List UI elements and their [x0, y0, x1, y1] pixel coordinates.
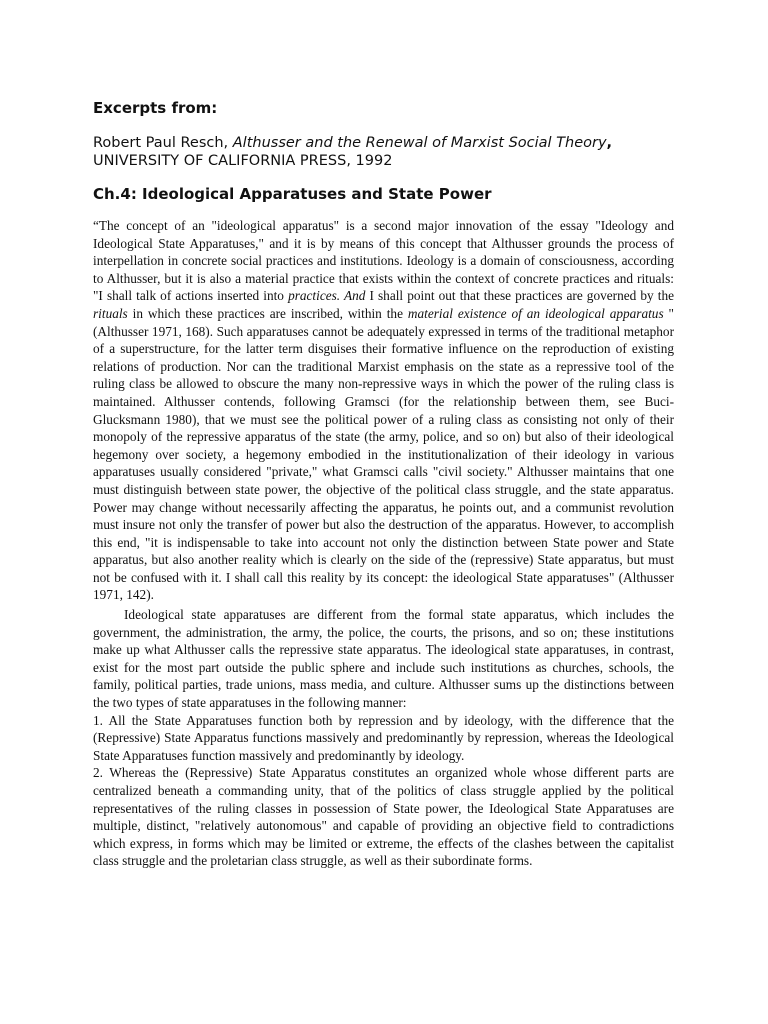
- chapter-title: Ch.4: Ideological Apparatuses and State Power: [93, 185, 492, 203]
- paragraph-1-italic-rituals: rituals: [93, 305, 128, 321]
- paragraph-1-text-g: " (Althusser 1971, 168). Such apparatuses cannot be adequately expressed in terms of the traditional metaphor of a superstructure, for the latter term disguises their formative influence on the reproduction of existing relations of production. Nor can the traditional Marxist emphasis on the state as a repressive tool of the ruling class be allowed to obscure the many non-repressive ways in which the power of the ruling class is maintained. Althusser contends, following Gramsci (for the relationship between them, see Buci-Glucksmann 1980), that we must see the political power of a ruling class as consisting not only of their monopoly of the repressive apparatus of the state (the army, police, and so on) but also of their ideological hegemony over society, a hegemony embodied in the institutionalization of their ideology in various apparatuses usually considered "private," what Gramsci calls "civil society." Althusser maintains that one must distinguish between state power, the objective of the political class struggle, and the state apparatus. Power may change without necessarily affecting the apparatus, he points out, and a communist revolution must insure not only the transfer of power but also the destruction of the apparatus. However, to accomplish this end, "it is indispensable to take into account not only the distinction between State power and State apparatus, but also another reality which is clearly on the side of the (repressive) State apparatus, but must not be confused with it. I shall call this reality by its concept: the ideological State apparatuses" (Althusser 1971, 142).: [93, 305, 674, 603]
- list-item-2: 2. Whereas the (Repressive) State Apparatus constitutes an organized whole whose different parts are centralized beneath a commanding unity, that of the politics of class struggle applied by the political representatives of the ruling classes in possession of State power, the Ideological State Apparatuses are multiple, distinct, "relatively autonomous" and capable of providing an objective field to contradictions which express, in forms which may be limited or extreme, the effects of the clashes between the capitalist class struggle and the proletarian class struggle, as well as their subordinate forms.: [93, 765, 674, 869]
- document-page: [93, 98, 674, 870]
- paragraph-1-italic-practices: practices. And: [288, 288, 366, 304]
- paragraph-1-text-c: I shall point out that these practices are governed by the: [365, 288, 675, 304]
- citation-author: Robert Paul Resch,: [93, 135, 233, 151]
- paragraph-1: [93, 217, 674, 604]
- citation-comma: ,: [606, 135, 613, 151]
- paragraph-1-text-a: “The concept of an "ideological apparatus" is a second major innovation of the essay "Ideology and Ideological State Apparatuses," and it is by means of this concept that Althusser grounds the process of interpellation in concrete social practices and institutions. Ideology is a domain of consciousness, according to Althusser, but it is also a material practice that exists within the context of concrete practices and rituals: "I shall talk of actions inserted into: [93, 218, 674, 304]
- list-item-1: 1. All the State Apparatuses function both by repression and by ideology, with the difference that the (Repressive) State Apparatus functions massively and predominantly by repression, whereas the Ideological State Apparatuses function massively and predominantly by ideology.: [93, 712, 674, 763]
- paragraph-2: Ideological state apparatuses are different from the formal state apparatus, which includes the government, the administration, the army, the police, the courts, the prisons, and so on; these institutions make up what Althusser calls the repressive state apparatus. The ideological state apparatuses, in contrast, exist for the most part outside the public sphere and include such institutions as churches, schools, the family, political parties, trade unions, mass media, and culture. Althusser sums up the distinctions between the two types of state apparatuses in the following manner:: [93, 607, 674, 711]
- citation-publisher: UNIVERSITY OF CALIFORNIA PRESS, 1992: [93, 153, 393, 169]
- paragraph-1-italic-material-existence: material existence of an ideological apparatus: [407, 305, 664, 321]
- excerpts-heading: Excerpts from:: [93, 99, 218, 117]
- paragraph-1-text-e: in which these practices are inscribed, within the: [127, 305, 408, 321]
- citation: [93, 134, 674, 170]
- citation-book-title: Althusser and the Renewal of Marxist Social Theory: [232, 135, 607, 151]
